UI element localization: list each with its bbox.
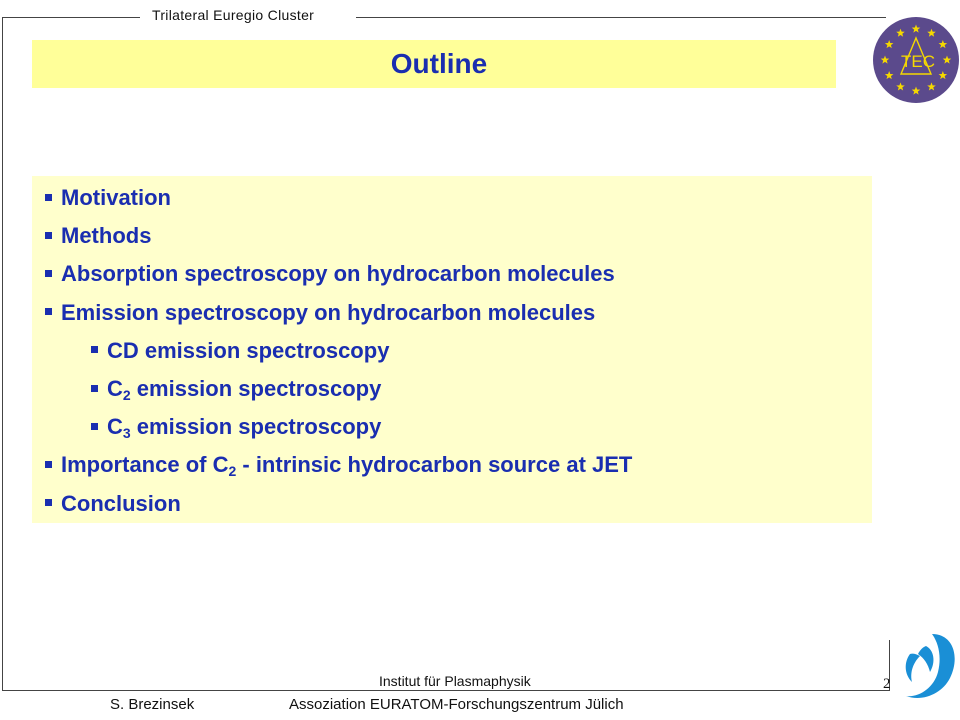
outline-item-text: C <box>107 414 123 440</box>
title-bar <box>32 40 836 88</box>
tec-logo <box>872 16 960 104</box>
outline-item <box>45 492 181 516</box>
bullet-icon <box>45 270 52 277</box>
bullet-icon <box>45 499 52 506</box>
outline-item-text-suffix: emission spectroscopy <box>130 376 382 401</box>
outline-item-subscript: 2 <box>122 387 131 403</box>
outline-item <box>91 377 381 401</box>
frame-top-left-line <box>2 17 140 18</box>
outline-item-text-suffix: - intrinsic hydrocarbon source at JET <box>236 452 633 478</box>
outline-item <box>45 224 151 248</box>
bullet-icon <box>45 461 52 468</box>
bullet-icon <box>91 346 98 353</box>
outline-item <box>45 262 615 286</box>
outline-item <box>45 301 595 325</box>
bullet-icon <box>91 423 98 430</box>
outline-item-text: Motivation <box>61 185 171 210</box>
outline-item <box>45 452 633 480</box>
bullet-icon <box>45 308 52 315</box>
outline-item-text: Emission spectroscopy on hydrocarbon molecules <box>61 299 596 325</box>
footer-institute: Institut für Plasmaphysik <box>379 673 531 689</box>
outline-item-text: C <box>107 376 123 401</box>
slide-title: Outline <box>390 48 488 79</box>
bullet-icon <box>45 194 52 201</box>
footer-author: S. Brezinsek <box>110 696 195 713</box>
fz-juelich-logo <box>896 628 960 704</box>
outline-item-text: Importance of C <box>61 452 229 478</box>
frame-left-line <box>2 17 3 691</box>
outline-item-text: Absorption spectroscopy on hydrocarbon molecules <box>61 261 615 287</box>
bullet-icon <box>91 385 98 392</box>
outline-item-text: CD emission spectroscopy <box>107 337 390 363</box>
tec-logo-text: TEC <box>901 52 935 71</box>
outline-item <box>91 339 389 363</box>
cluster-header-label: Trilateral Euregio Cluster <box>152 7 315 23</box>
outline-item-text: Methods <box>61 223 152 249</box>
bullet-icon <box>45 232 52 239</box>
outline-item-subscript: 3 <box>122 425 131 442</box>
footer-association: Assoziation EURATOM-Forschungszentrum Jülich <box>289 696 624 713</box>
outline-item-text-suffix: emission spectroscopy <box>130 414 382 440</box>
outline-item <box>91 414 382 442</box>
outline-item <box>45 186 171 210</box>
frame-top-right-line <box>356 17 886 18</box>
outline-item-subscript: 2 <box>228 463 237 480</box>
outline-content-box <box>32 176 872 523</box>
frame-bottom-line <box>2 690 890 691</box>
page-number: 2 <box>883 676 891 692</box>
outline-item-text: Conclusion <box>61 490 181 516</box>
